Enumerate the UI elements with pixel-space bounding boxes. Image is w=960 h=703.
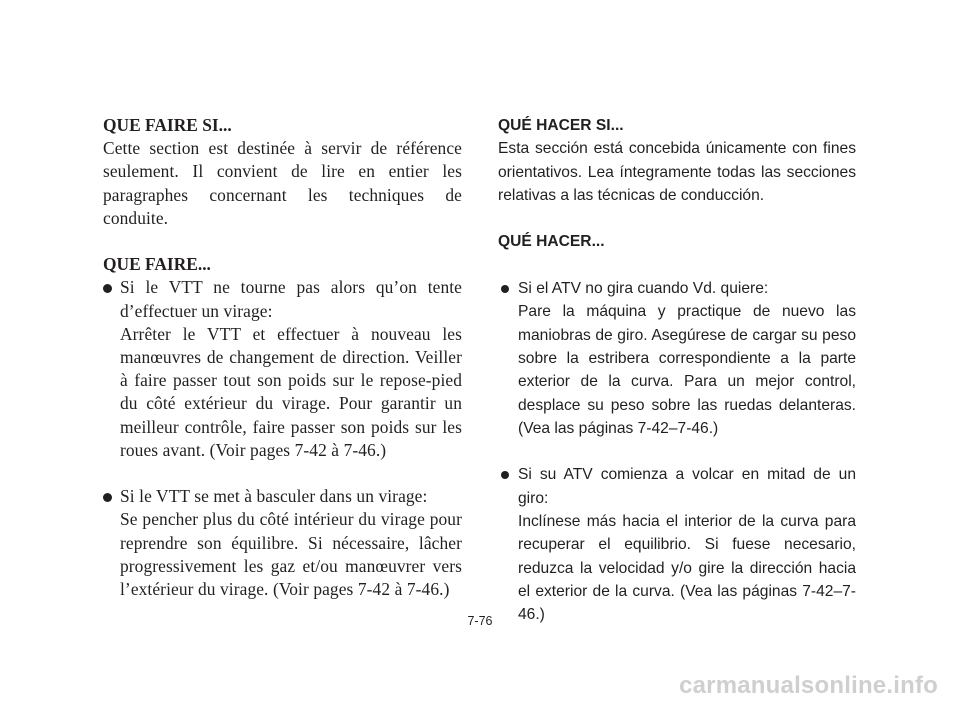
french-column	[103, 114, 462, 601]
spacer	[103, 230, 462, 253]
spacer	[103, 462, 462, 485]
french-heading-que-faire: QUE FAIRE...	[103, 254, 211, 275]
french-bullet-item-2	[103, 485, 462, 601]
spanish-column	[498, 114, 856, 627]
spanish-bullet-2-title: Si su ATV comienza a volcar en mitad de un giro:	[518, 466, 856, 507]
spacer	[498, 254, 856, 277]
french-heading-que-faire-si: QUE FAIRE SI...	[103, 115, 232, 135]
spacer	[498, 207, 856, 230]
bullet-dot-icon	[501, 285, 509, 293]
bullet-dot-icon	[103, 284, 112, 293]
spanish-heading-que-hacer: QUÉ HACER...	[498, 233, 605, 251]
spanish-intro-paragraph: Esta sección está concebida únicamente con fines orientativos. Lea íntegramente todas las secciones relativas a las técnicas de conducción.	[498, 140, 856, 204]
spanish-heading-que-hacer-si: QUÉ HACER SI...	[498, 117, 624, 134]
french-bullet-2-title: Si le VTT se met à basculer dans un virage:	[120, 486, 428, 507]
spanish-bullet-item-2	[498, 463, 856, 626]
watermark-text: carmanualsonline.info	[679, 672, 938, 699]
french-bullet-1-title: Si le VTT ne tourne pas alors qu’on tente d’effectuer un virage:	[120, 277, 462, 321]
spacer	[498, 440, 856, 463]
french-bullet-1-body: Arrêter le VTT et effectuer à nouveau les manœuvres de changement de direction. Veiller à faire passer tout son poids sur le repose-pied du côté extérieur du virage. Pour garantir un meilleur contrôle, faire passer son poids sur les roues avant. (Voir pages 7-42 à 7-46.)	[120, 323, 462, 460]
spanish-bullet-1-body: Pare la máquina y practique de nuevo las maniobras de giro. Asegúrese de cargar su peso sobre la estribera correspondiente a la parte exterior de la curva. Para un mejor control, desplace su peso sobre las ruedas delanteras. (Vea las páginas 7-42–7-46.)	[518, 303, 856, 437]
bullet-dot-icon	[501, 471, 509, 479]
french-intro-paragraph: Cette section est destinée à servir de référence seulement. Il convient de lire en entier les paragraphes concernant les techniques de conduite.	[103, 138, 462, 228]
french-bullet-2-body: Se pencher plus du côté intérieur du virage pour reprendre son équilibre. Si nécessaire, lâcher progressivement les gaz et/ou manœuvrer vers l’extérieur du virage. (Voir pages 7-42 à 7-46.)	[120, 509, 462, 600]
spanish-bullet-1-title: Si el ATV no gira cuando Vd. quiere:	[518, 280, 769, 298]
spanish-bullet-2-body: Inclínese más hacia el interior de la curva para recuperar el equilibrio. Si fuese necesario, reduzca la velocidad y/o gire la dirección hacia el exterior de la curva. (Vea las páginas 7-42–7-46.)	[518, 513, 856, 624]
spanish-bullet-item-1	[498, 277, 856, 440]
bullet-dot-icon	[103, 493, 112, 502]
page-number: 7-76	[467, 614, 493, 628]
french-bullet-item-1	[103, 276, 462, 462]
